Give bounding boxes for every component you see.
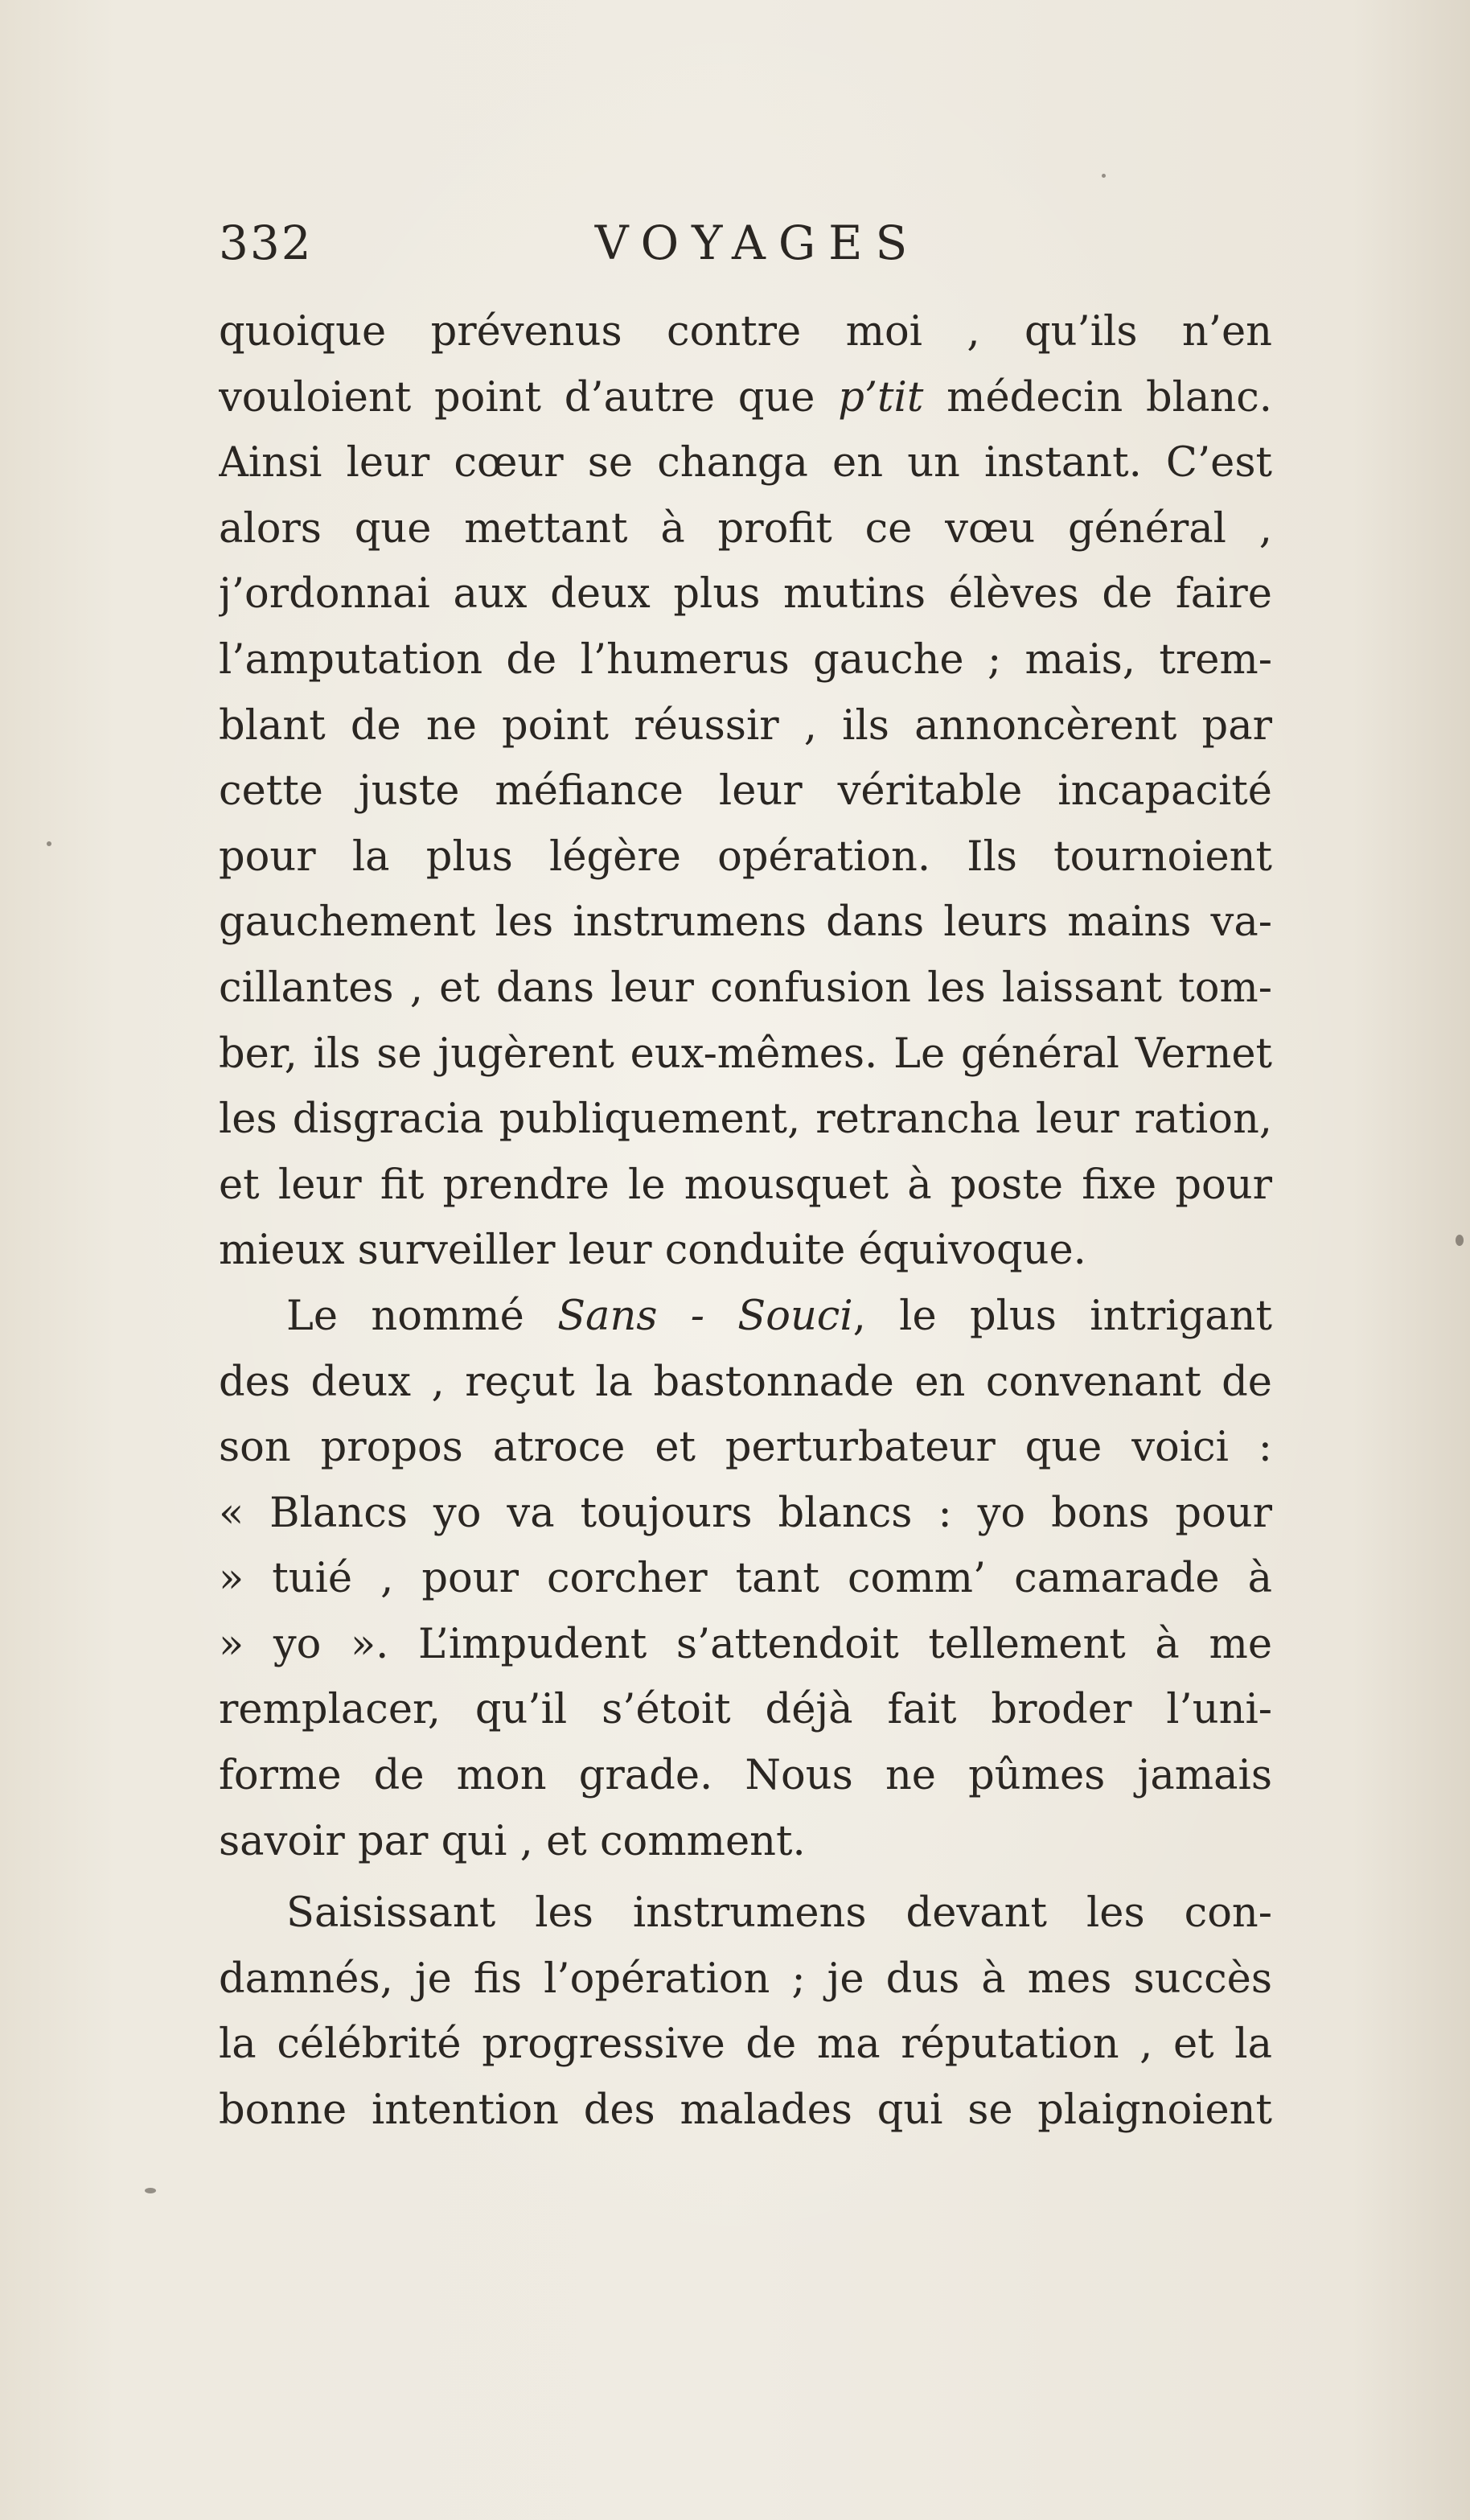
text-line: « Blancs yo va toujours blancs : yo bons pour [219,1489,1272,1537]
body-text [219,299,1272,2144]
text-line: bonne intention des malades qui se plaignoient [219,2086,1272,2135]
text-line: blant de ne point réussir , ils annoncèrent par [219,701,1272,750]
paper-speck [1102,174,1106,178]
text-run: , le plus intrigant [852,1292,1272,1340]
text-line: Saisissant les instrumens devant les con- [286,1889,1272,1938]
text-line: » yo ». L’impudent s’attendoit tellement à me [219,1620,1272,1668]
text-line: quoique prévenus contre moi , qu’ils n’en [219,308,1272,356]
text-line: j’ordonnai aux deux plus mutins élèves de faire [219,570,1272,619]
text-line: Ainsi leur cœur se changa en un instant. C’est [219,439,1272,487]
italic-text-run: p’tit [838,373,924,421]
text-line: ber, ils se jugèrent eux-mêmes. Le général Vernet [219,1030,1272,1078]
text-line: savoir par qui , et comment. [219,1817,806,1865]
paper-speck [1456,1235,1464,1246]
text-line: et leur fit prendre le mousquet à poste fixe pour [219,1161,1272,1209]
text-run: médecin blanc. [923,373,1272,421]
page-number: 332 [219,216,313,270]
text-line: cillantes , et dans leur confusion les laissant tom- [219,964,1272,1012]
text-line: remplacer, qu’il s’étoit déjà fait broder l’uni- [219,1686,1272,1734]
text-line: cette juste méfiance leur véritable incapacité [219,767,1272,816]
page-header [219,211,1272,275]
text-line: des deux , reçut la bastonnade en convenant de [219,1358,1272,1406]
text-line: gauchement les instrumens dans leurs mains va- [219,898,1272,947]
text-line: alors que mettant à profit ce vœu général , [219,504,1272,553]
text-line: les disgracia publiquement, retrancha leur ration, [219,1096,1272,1144]
text-line: son propos atroce et perturbateur que voici : [219,1424,1272,1472]
text-line [219,1284,1272,1350]
text-run: vouloient point d’autre que [219,373,839,421]
text-run: Le nommé [286,1292,558,1340]
paper-speck [145,2188,156,2193]
text-line: l’amputation de l’humerus gauche ; mais, trem- [219,635,1272,684]
text-line [219,365,1272,431]
text-line: » tuié , pour corcher tant comm’ camarade à [219,1555,1272,1603]
text-line: pour la plus légère opération. Ils tournoient [219,832,1272,881]
text-line: damnés, je fis l’opération ; je dus à mes succès [219,1955,1272,2003]
italic-text-run: Sans - Souci [557,1292,853,1340]
text-line: mieux surveiller leur conduite équivoque. [219,1227,1086,1275]
running-title: VOYAGES [594,216,921,270]
text-line: la célébrité progressive de ma réputation , et la [219,2021,1272,2069]
paper-speck [47,841,51,846]
text-line: forme de mon grade. Nous ne pûmes jamais [219,1752,1272,1800]
